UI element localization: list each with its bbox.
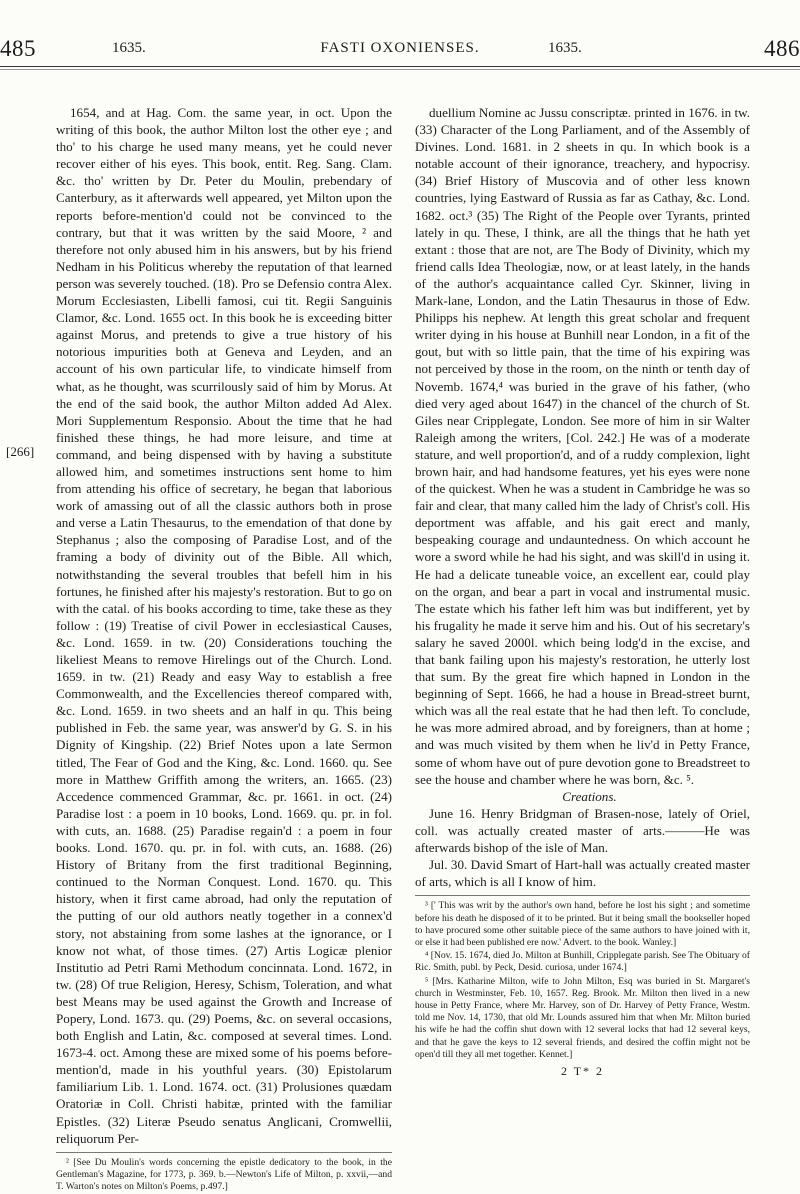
creation-entry: Jul. 30. David Smart of Hart-hall was actually created master of arts, which is all I know of him. bbox=[415, 857, 750, 890]
year-left: 1635. bbox=[112, 40, 146, 56]
year-right: 1635. bbox=[548, 40, 582, 56]
signature-mark: 2 T* 2 bbox=[560, 1063, 605, 1078]
page-number-left: 485 bbox=[0, 36, 36, 61]
creation-entry: June 16. Henry Bridgman of Brasen-nose, lately of Oriel, coll. was actually created master of arts.———He was afterwards bishop of the isle of Man. bbox=[415, 805, 750, 856]
right-column bbox=[415, 104, 750, 1080]
footnote-2: ² [See Du Moulin's words concerning the epistle dedicatory to the book, in the Gentleman's Magazine, for 1773, p. 369. b.—Newton's Life of Milton, p. xxvii,—and T. Warton's notes on Milton's Poems, p.497.] bbox=[56, 1156, 392, 1193]
header-rule bbox=[0, 66, 800, 67]
left-column bbox=[56, 104, 392, 1194]
footnote-separator bbox=[415, 895, 750, 896]
footnote-3: ³ [' This was writ by the author's own hand, before he lost his sight ; and sometime before his death he disposed of it to be printed. But it being small the bookseller hoped to have procured some other suitable piece of the same authors to have joined with it, or else it had been published ere now.' Advert. to the book. Wanley.] bbox=[415, 900, 750, 948]
footnote-5: ⁵ [Mrs. Katharine Milton, wife to John Milton, Esq was buried in St. Margaret's church in Westminster, Feb. 10, 1657. Reg. Brook. Mr. Milton then lived in a new house in Petty France, where Mr. Harvey, son of Dr. Harvey of Petty France, Westm. told me Nov. 14, 1730, that old Mr. Lounds assured him that when Mr. Milton buried his wife he had the coffin shut down with 12 several locks that had 12 several keys, and that he gave the keys to 12 several friends, and desired the coffin might not be open'd till they all met together. Kennet.] bbox=[415, 975, 750, 1060]
running-title: FASTI OXONIENSES. bbox=[320, 40, 480, 56]
header-rule-thin bbox=[0, 69, 800, 70]
right-body-text: duellium Nomine ac Jussu conscriptæ. printed in 1676. in tw. (33) Character of the Long Parliament, and of the Assembly of Divines. Lond. 1681. in 2 sheets in qu. In which book is a notable account of their ignorance, treachery, and hypocrisy. (34) Brief History of Muscovia and of other less known countries, lying Eastward of Russia as far as Cathay, &c. Lond. 1682. oct.³ (35) The Right of the People over Tyrants, printed lately in qu. These, I think, are all the things that he hath yet extant : those that are not, are The Body of Divinity, which my friend calls Idea Theologiæ, now, or at least lately, in the hands of the author's acquaintance called Cyr. Skinner, living in Mark-lane, London, and the Latin Thesaurus in those of Edw. Philipps his nephew. At length this great scholar and frequent writer dying in his house at Bunhill near London, in a fit of the gout, but with so little pain, that the time of his expiring was not perceived by those in the room, on the ninth or tenth day of Novemb. 1674,⁴ was buried in the grave of his father, (who died very aged about 1647) in the chancel of the church of St. Giles near Cripplegate, London. See more of him in sir Walter Raleigh among the writers, [Col. 242.] He was of a moderate stature, and well proportion'd, and of a ruddy complexion, light brown hair, and had handsome features, yet his eyes were none of the quickest. When he was a student in Cambridge he was so fair and clear, that many called him the lady of Christ's coll. His deportment was affable, and his gait erect and manly, bespeaking courage and undauntedness. On which account he wore a sword while he had his sight, and was skill'd in using it. He had a delicate tuneable voice, an excellent ear, could play on the organ, and bear a part in vocal and instrumental music. The estate which his father left him was but indifferent, yet by his frugality he made it serve him and his. Out of his secretary's salary he saved 2000l. which being lodg'd in the excise, and that bank failing upon his majesty's restoration, he utterly lost that sum. By the great fire which hapned in London in the beginning of Sept. 1666, he had a house in Bread-street burnt, which was all the real estate that he had then left. To conclude, he was more admired abroad, and by foreigners, than at home ; and was much visited by them when he liv'd in Petty France, some of whom have out of pure devotion gone to Breadstreet to see the house and chamber where he was born, &c. ⁵. bbox=[415, 105, 750, 787]
page-header bbox=[0, 0, 800, 96]
left-footnotes bbox=[56, 1157, 392, 1194]
footnote-4: ⁴ [Nov. 15. 1674, died Jo. Milton at Bunhill, Cripplegate parish. See The Obituary of Ric. Smith, publ. by Peck, Desid. curiosa, under 1674.] bbox=[415, 950, 750, 974]
right-footnotes bbox=[415, 900, 750, 1061]
margin-note: [266] bbox=[6, 444, 35, 459]
creations-heading: Creations. bbox=[562, 788, 617, 804]
left-body-text: 1654, and at Hag. Com. the same year, in oct. Upon the writing of this book, the author Milton lost the other eye ; and tho' to his charge he used many means, yet he could never recover either of his eyes. This book, entit. Reg. Sang. Clam. &c. tho' written by Dr. Peter du Moulin, prebendary of Canterbury, as it afterwards well appeared, yet Milton upon the reports before-mention'd could not be convinced to the contrary, but that it was written by the said Moore, ² and therefore not only abused him in his answers, but by his friend Nedham in his Politicus whereby the reputation of that learned person was severely touched. (18). Pro se Defensio contra Alex. Morum Ecclesiasten, Libelli famosi, cui tit. Regii Sanguinis Clamor, &c. Lond. 1655 oct. In this book he is exceeding bitter against Morus, and pretends to give a true history of his notorious impurities both at Geneva and Leyden, and an account of his own particular life, to vindicate himself from what, as he thought, was scurrilously said of him by Morus. At the end of the said book, the author Milton added Ad Alex. Mori Supplementum Responsio. About the time that he had finished these things, he had more leisure, and time at command, and being dispensed with by having a substitute allowed him, and sometimes instructions sent home to him from attending his office of secretary, he began that laborious work of amassing out of all the classic authors both in prose and verse a Latin Thesaurus, to the emendation of that done by Stephanus ; also the composing of Paradise Lost, and of the framing a body of divinity out of the Bible. All which, notwithstanding the several troubles that befell him in his fortunes, he finished after his majesty's restoration. But to go on with the catal. of his books according to time, take these as they follow : (19) Treatise of civil Power in ecclesiastical Causes, &c. Lond. 1659. in tw. (20) Considerations touching the likeliest Means to remove Hirelings out of the Church. Lond. 1659. in tw. (21) Ready and easy Way to establish a free Commonwealth, and the Excellencies thereof compared with, &c. Lond. 1659. in two sheets and an half in qu. This being published in Feb. the same year, was answer'd by G. S. in his Dignity of Kingship. (22) Brief Notes upon a late Sermon titled, The Fear of God and the King, &c. Lond. 1660. qu. See more in Matthew Griffith among the writers, an. 1665. (23) Accedence commenced Grammar, &c. pr. 1661. in oct. (24) Paradise lost : a poem in 10 books, Lond. 1669. qu. pr. in fol. with cuts, an. 1688. (25) Paradise regain'd : a poem in four books. Lond. 1670. qu. pr. in fol. with cuts, an. 1688. (26) History of Britany from the first traditional Beginning, continued to the Norman Conquest. Lond. 1670. qu. This history, when it first came abroad, had only the reputation of the putting of our old authors neatly together in a connex'd story, not abstaining from some lashes at the ignorance, or I know not what, of those times. (27) Artis Logicæ plenior Institutio ad Petri Rami Methodum concinnata. Lond. 1672, in tw. (28) Of true Religion, Heresy, Schism, Toleration, and what best Means may be used against the Growth and Increase of Popery, Lond. 1673. qu. (29) Poems, &c. on several occasions, both English and Latin, &c. composed at several times. Lond. 1673-4. oct. Among these are mixed some of his poems before-mention'd, made in his youthful years. (30) Epistolarum familiarium Lib. 1. Lond. 1674. oct. (31) Prolusiones quædam Oratoriæ in Coll. Christi habitæ, printed with the familiar Epistles. (32) Literæ Pseudo senatus Anglicani, Cromwellii, reliquorum Per- bbox=[56, 105, 392, 1146]
footnote-separator bbox=[56, 1152, 392, 1153]
page-number-right: 486 bbox=[764, 36, 800, 61]
